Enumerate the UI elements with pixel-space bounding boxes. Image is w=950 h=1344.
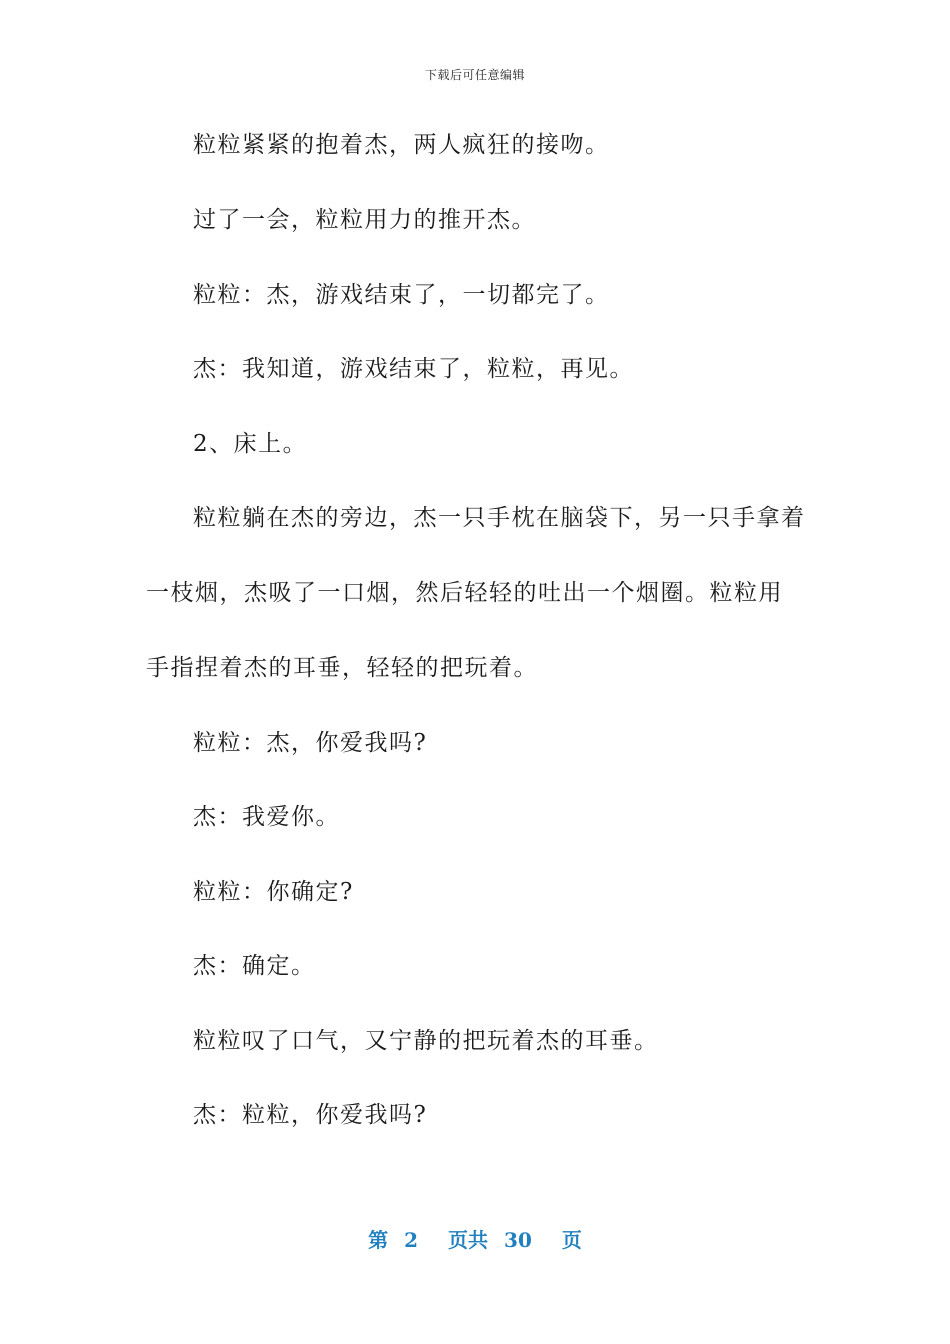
page-middle: 页共	[448, 1228, 489, 1252]
page-prefix: 第	[368, 1228, 389, 1252]
paragraph: 粒粒紧紧的抱着杰，两人疯狂的接吻。	[193, 132, 610, 158]
header-note: 下载后可任意编辑	[424, 68, 525, 82]
paragraph: 杰：我知道，游戏结束了，粒粒，再见。	[193, 356, 634, 382]
section-heading: 2、床上。	[193, 431, 308, 457]
paragraph: 粒粒：你确定?	[193, 879, 354, 905]
paragraph: 粒粒躺在杰的旁边，杰一只手枕在脑袋下，另一只手拿着一枝烟，杰吸了一口烟，然后轻轻的吐出一个烟圈。粒粒用手指捏着杰的耳垂，轻轻的把玩着。	[146, 505, 806, 681]
paragraph: 过了一会，粒粒用力的推开杰。	[193, 207, 536, 233]
paragraph: 杰：确定。	[193, 953, 316, 979]
paragraph: 粒粒叹了口气，又宁静的把玩着杰的耳垂。	[193, 1028, 659, 1054]
paragraph: 粒粒：杰，游戏结束了，一切都完了。	[193, 282, 610, 308]
page-footer	[0, 1224, 950, 1253]
page-suffix: 页	[561, 1228, 582, 1252]
page-current: 2	[404, 1228, 419, 1252]
page-total: 30	[504, 1228, 532, 1252]
paragraph: 杰：粒粒，你爱我吗?	[193, 1102, 428, 1128]
paragraph: 粒粒：杰，你爱我吗?	[193, 730, 428, 756]
paragraph: 杰：我爱你。	[193, 804, 340, 830]
